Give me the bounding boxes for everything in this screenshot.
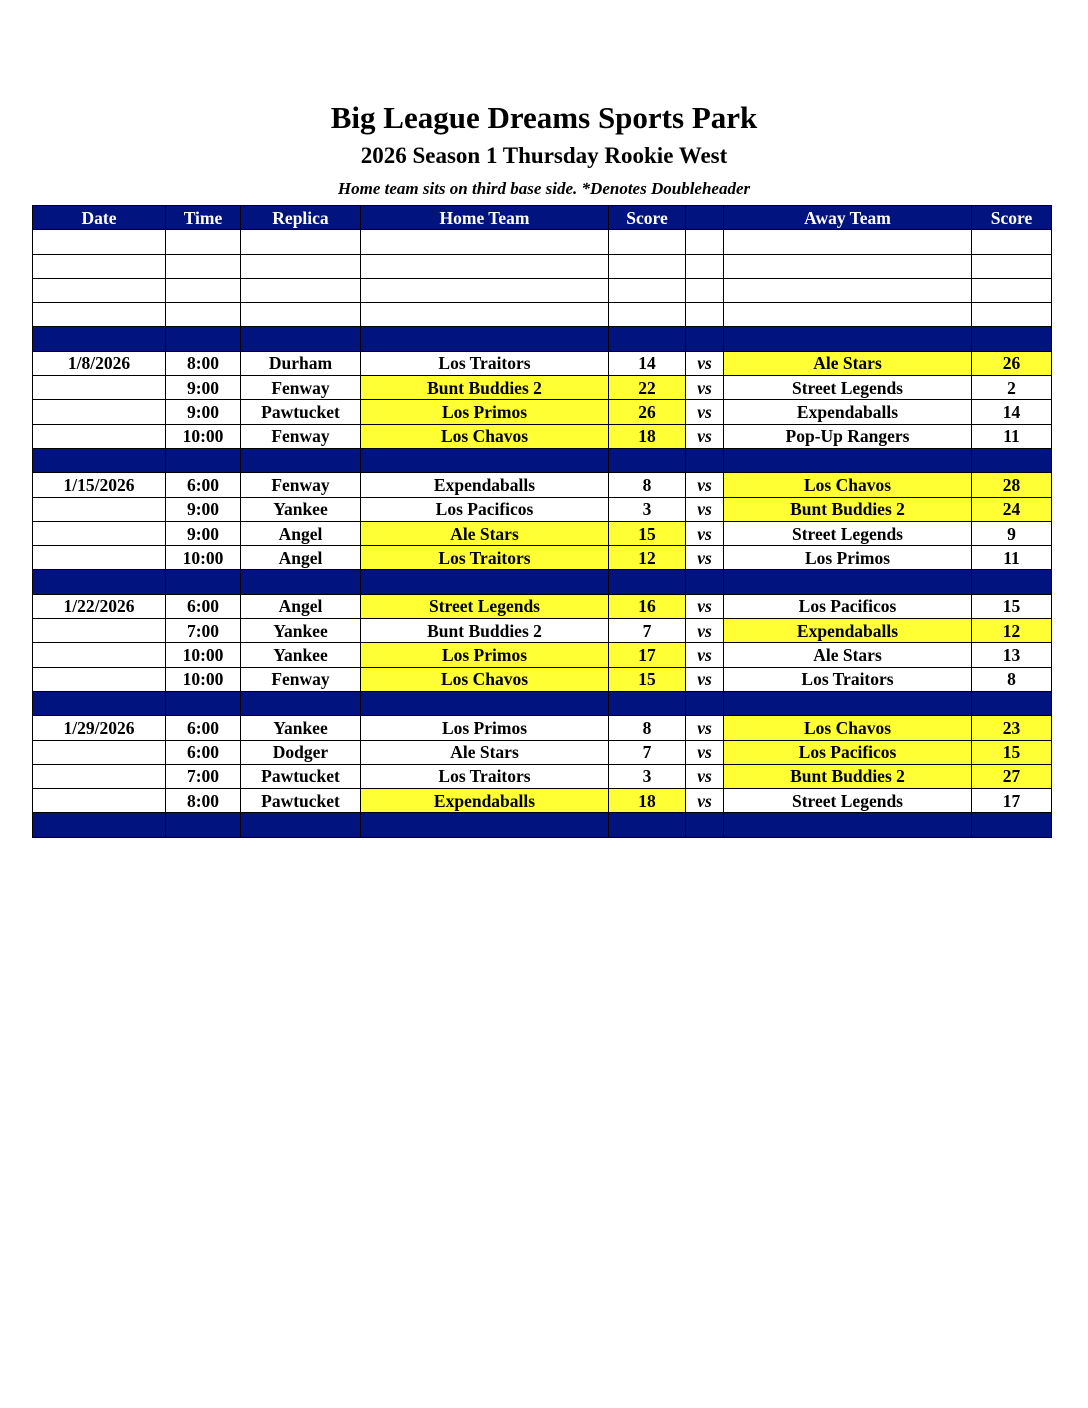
home-score: 7 <box>609 740 686 764</box>
column-header-home-score: Score <box>609 206 686 230</box>
home-score: 8 <box>609 716 686 740</box>
empty-cell <box>361 230 609 254</box>
empty-cell <box>686 254 724 278</box>
empty-cell <box>609 303 686 327</box>
game-row <box>33 473 1052 497</box>
game-date: 1/8/2026 <box>33 351 166 375</box>
home-team: Los Primos <box>361 400 609 424</box>
game-time: 9:00 <box>166 376 241 400</box>
schedule-body <box>33 230 1052 837</box>
away-team: Expendaballs <box>724 400 972 424</box>
empty-cell <box>361 278 609 302</box>
empty-cell <box>241 303 361 327</box>
separator-cell <box>241 327 361 351</box>
home-score: 14 <box>609 351 686 375</box>
separator-cell <box>972 448 1052 472</box>
away-score: 11 <box>972 424 1052 448</box>
home-team: Los Chavos <box>361 424 609 448</box>
separator-cell <box>609 448 686 472</box>
separator-cell <box>609 691 686 715</box>
game-date <box>33 764 166 788</box>
home-team: Bunt Buddies 2 <box>361 376 609 400</box>
away-team: Los Pacificos <box>724 740 972 764</box>
week-separator-row <box>33 691 1052 715</box>
game-date <box>33 521 166 545</box>
away-score: 26 <box>972 351 1052 375</box>
separator-cell <box>686 570 724 594</box>
empty-cell <box>241 254 361 278</box>
game-date <box>33 424 166 448</box>
vs-label: vs <box>686 619 724 643</box>
separator-cell <box>724 327 972 351</box>
home-team: Los Primos <box>361 643 609 667</box>
empty-cell <box>972 230 1052 254</box>
away-score: 24 <box>972 497 1052 521</box>
empty-cell <box>166 303 241 327</box>
game-date: 1/22/2026 <box>33 594 166 618</box>
vs-label: vs <box>686 789 724 813</box>
separator-cell <box>33 448 166 472</box>
separator-cell <box>686 448 724 472</box>
schedule-note: Home team sits on third base side. *Denotes Doubleheader <box>337 179 751 198</box>
column-header-time: Time <box>166 206 241 230</box>
home-team: Street Legends <box>361 594 609 618</box>
game-row <box>33 764 1052 788</box>
home-score: 22 <box>609 376 686 400</box>
separator-cell <box>686 813 724 837</box>
game-time: 6:00 <box>166 716 241 740</box>
vs-label: vs <box>686 400 724 424</box>
game-time: 10:00 <box>166 546 241 570</box>
separator-cell <box>972 691 1052 715</box>
vs-label: vs <box>686 740 724 764</box>
away-team: Los Traitors <box>724 667 972 691</box>
game-date <box>33 643 166 667</box>
home-score: 17 <box>609 643 686 667</box>
separator-cell <box>724 813 972 837</box>
week-separator-row <box>33 813 1052 837</box>
home-score: 3 <box>609 497 686 521</box>
separator-cell <box>33 813 166 837</box>
game-time: 10:00 <box>166 667 241 691</box>
page-title: Big League Dreams Sports Park <box>330 100 758 135</box>
game-date <box>33 376 166 400</box>
away-team: Los Pacificos <box>724 594 972 618</box>
game-date <box>33 400 166 424</box>
game-row <box>33 521 1052 545</box>
away-team: Bunt Buddies 2 <box>724 764 972 788</box>
separator-cell <box>972 570 1052 594</box>
separator-cell <box>241 570 361 594</box>
away-score: 17 <box>972 789 1052 813</box>
game-replica: Yankee <box>241 497 361 521</box>
away-team: Los Primos <box>724 546 972 570</box>
empty-cell <box>724 303 972 327</box>
home-team: Los Chavos <box>361 667 609 691</box>
empty-cell <box>241 278 361 302</box>
away-score: 2 <box>972 376 1052 400</box>
game-date <box>33 497 166 521</box>
game-row <box>33 643 1052 667</box>
home-score: 3 <box>609 764 686 788</box>
empty-cell <box>33 278 166 302</box>
schedule-table <box>32 205 1052 838</box>
away-score: 27 <box>972 764 1052 788</box>
week-separator-row <box>33 570 1052 594</box>
vs-label: vs <box>686 764 724 788</box>
home-score: 15 <box>609 521 686 545</box>
game-date <box>33 619 166 643</box>
game-replica: Fenway <box>241 473 361 497</box>
empty-row <box>33 230 1052 254</box>
separator-cell <box>361 327 609 351</box>
home-team: Ale Stars <box>361 740 609 764</box>
empty-cell <box>686 230 724 254</box>
home-score: 18 <box>609 789 686 813</box>
separator-cell <box>241 691 361 715</box>
column-header-home-team: Home Team <box>361 206 609 230</box>
game-time: 6:00 <box>166 740 241 764</box>
away-score: 23 <box>972 716 1052 740</box>
away-score: 11 <box>972 546 1052 570</box>
game-row <box>33 400 1052 424</box>
separator-cell <box>33 691 166 715</box>
empty-cell <box>609 230 686 254</box>
home-team: Expendaballs <box>361 473 609 497</box>
home-score: 12 <box>609 546 686 570</box>
separator-cell <box>361 570 609 594</box>
vs-label: vs <box>686 473 724 497</box>
away-team: Expendaballs <box>724 619 972 643</box>
away-team: Bunt Buddies 2 <box>724 497 972 521</box>
separator-cell <box>724 570 972 594</box>
game-time: 10:00 <box>166 643 241 667</box>
separator-cell <box>609 327 686 351</box>
game-row <box>33 594 1052 618</box>
away-score: 15 <box>972 740 1052 764</box>
empty-cell <box>33 230 166 254</box>
empty-cell <box>724 254 972 278</box>
game-row <box>33 497 1052 521</box>
separator-cell <box>609 570 686 594</box>
separator-cell <box>361 691 609 715</box>
separator-cell <box>361 448 609 472</box>
game-replica: Yankee <box>241 643 361 667</box>
game-row <box>33 667 1052 691</box>
home-team: Los Primos <box>361 716 609 740</box>
separator-cell <box>241 813 361 837</box>
separator-cell <box>361 813 609 837</box>
empty-row <box>33 303 1052 327</box>
vs-label: vs <box>686 424 724 448</box>
game-replica: Angel <box>241 546 361 570</box>
game-time: 10:00 <box>166 424 241 448</box>
vs-label: vs <box>686 521 724 545</box>
away-team: Los Chavos <box>724 473 972 497</box>
empty-cell <box>33 254 166 278</box>
game-time: 9:00 <box>166 400 241 424</box>
game-time: 8:00 <box>166 789 241 813</box>
empty-cell <box>166 278 241 302</box>
game-replica: Fenway <box>241 376 361 400</box>
separator-cell <box>33 570 166 594</box>
away-score: 28 <box>972 473 1052 497</box>
game-replica: Durham <box>241 351 361 375</box>
separator-cell <box>166 691 241 715</box>
empty-row <box>33 278 1052 302</box>
vs-label: vs <box>686 716 724 740</box>
game-date: 1/29/2026 <box>33 716 166 740</box>
game-row <box>33 740 1052 764</box>
column-header-away-score: Score <box>972 206 1052 230</box>
empty-cell <box>166 254 241 278</box>
away-score: 13 <box>972 643 1052 667</box>
empty-cell <box>241 230 361 254</box>
game-row <box>33 619 1052 643</box>
separator-cell <box>686 691 724 715</box>
game-date <box>33 740 166 764</box>
home-team: Bunt Buddies 2 <box>361 619 609 643</box>
home-team: Los Traitors <box>361 546 609 570</box>
game-date <box>33 789 166 813</box>
vs-label: vs <box>686 546 724 570</box>
separator-cell <box>972 813 1052 837</box>
separator-cell <box>241 448 361 472</box>
week-separator-row <box>33 448 1052 472</box>
away-score: 14 <box>972 400 1052 424</box>
game-replica: Fenway <box>241 667 361 691</box>
separator-cell <box>686 327 724 351</box>
vs-label: vs <box>686 376 724 400</box>
separator-cell <box>609 813 686 837</box>
away-team: Street Legends <box>724 376 972 400</box>
home-team: Ale Stars <box>361 521 609 545</box>
game-time: 7:00 <box>166 619 241 643</box>
game-time: 8:00 <box>166 351 241 375</box>
separator-cell <box>166 813 241 837</box>
empty-cell <box>972 303 1052 327</box>
separator-cell <box>166 570 241 594</box>
empty-cell <box>33 303 166 327</box>
home-score: 26 <box>609 400 686 424</box>
game-row <box>33 716 1052 740</box>
game-replica: Fenway <box>241 424 361 448</box>
game-replica: Angel <box>241 521 361 545</box>
home-team: Los Traitors <box>361 351 609 375</box>
away-score: 9 <box>972 521 1052 545</box>
empty-cell <box>972 278 1052 302</box>
vs-label: vs <box>686 667 724 691</box>
separator-cell <box>33 327 166 351</box>
home-score: 8 <box>609 473 686 497</box>
home-score: 18 <box>609 424 686 448</box>
empty-cell <box>724 230 972 254</box>
away-team: Ale Stars <box>724 643 972 667</box>
game-replica: Pawtucket <box>241 789 361 813</box>
away-team: Pop-Up Rangers <box>724 424 972 448</box>
game-row <box>33 351 1052 375</box>
game-time: 9:00 <box>166 521 241 545</box>
column-header-away-team: Away Team <box>724 206 972 230</box>
empty-cell <box>166 230 241 254</box>
column-header-vs <box>686 206 724 230</box>
home-team: Los Pacificos <box>361 497 609 521</box>
separator-cell <box>724 691 972 715</box>
game-date: 1/15/2026 <box>33 473 166 497</box>
empty-cell <box>609 278 686 302</box>
game-replica: Yankee <box>241 716 361 740</box>
game-replica: Dodger <box>241 740 361 764</box>
column-header-date: Date <box>33 206 166 230</box>
away-score: 12 <box>972 619 1052 643</box>
vs-label: vs <box>686 643 724 667</box>
empty-cell <box>972 254 1052 278</box>
page-subtitle: 2026 Season 1 Thursday Rookie West <box>360 143 728 168</box>
away-score: 8 <box>972 667 1052 691</box>
home-score: 16 <box>609 594 686 618</box>
empty-cell <box>686 278 724 302</box>
separator-cell <box>166 448 241 472</box>
week-separator-row <box>33 327 1052 351</box>
away-team: Street Legends <box>724 789 972 813</box>
vs-label: vs <box>686 351 724 375</box>
empty-cell <box>609 254 686 278</box>
game-date <box>33 546 166 570</box>
game-replica: Angel <box>241 594 361 618</box>
table-header-row <box>33 206 1052 230</box>
empty-cell <box>361 254 609 278</box>
empty-row <box>33 254 1052 278</box>
game-row <box>33 789 1052 813</box>
game-replica: Yankee <box>241 619 361 643</box>
away-team: Los Chavos <box>724 716 972 740</box>
away-score: 15 <box>972 594 1052 618</box>
game-row <box>33 424 1052 448</box>
home-team: Expendaballs <box>361 789 609 813</box>
away-team: Street Legends <box>724 521 972 545</box>
separator-cell <box>166 327 241 351</box>
game-row <box>33 546 1052 570</box>
vs-label: vs <box>686 497 724 521</box>
separator-cell <box>724 448 972 472</box>
home-score: 15 <box>609 667 686 691</box>
game-time: 6:00 <box>166 473 241 497</box>
home-score: 7 <box>609 619 686 643</box>
empty-cell <box>361 303 609 327</box>
game-replica: Pawtucket <box>241 764 361 788</box>
vs-label: vs <box>686 594 724 618</box>
game-time: 7:00 <box>166 764 241 788</box>
separator-cell <box>972 327 1052 351</box>
away-team: Ale Stars <box>724 351 972 375</box>
game-replica: Pawtucket <box>241 400 361 424</box>
column-header-replica: Replica <box>241 206 361 230</box>
game-date <box>33 667 166 691</box>
empty-cell <box>724 278 972 302</box>
game-row <box>33 376 1052 400</box>
home-team: Los Traitors <box>361 764 609 788</box>
empty-cell <box>686 303 724 327</box>
game-time: 6:00 <box>166 594 241 618</box>
game-time: 9:00 <box>166 497 241 521</box>
